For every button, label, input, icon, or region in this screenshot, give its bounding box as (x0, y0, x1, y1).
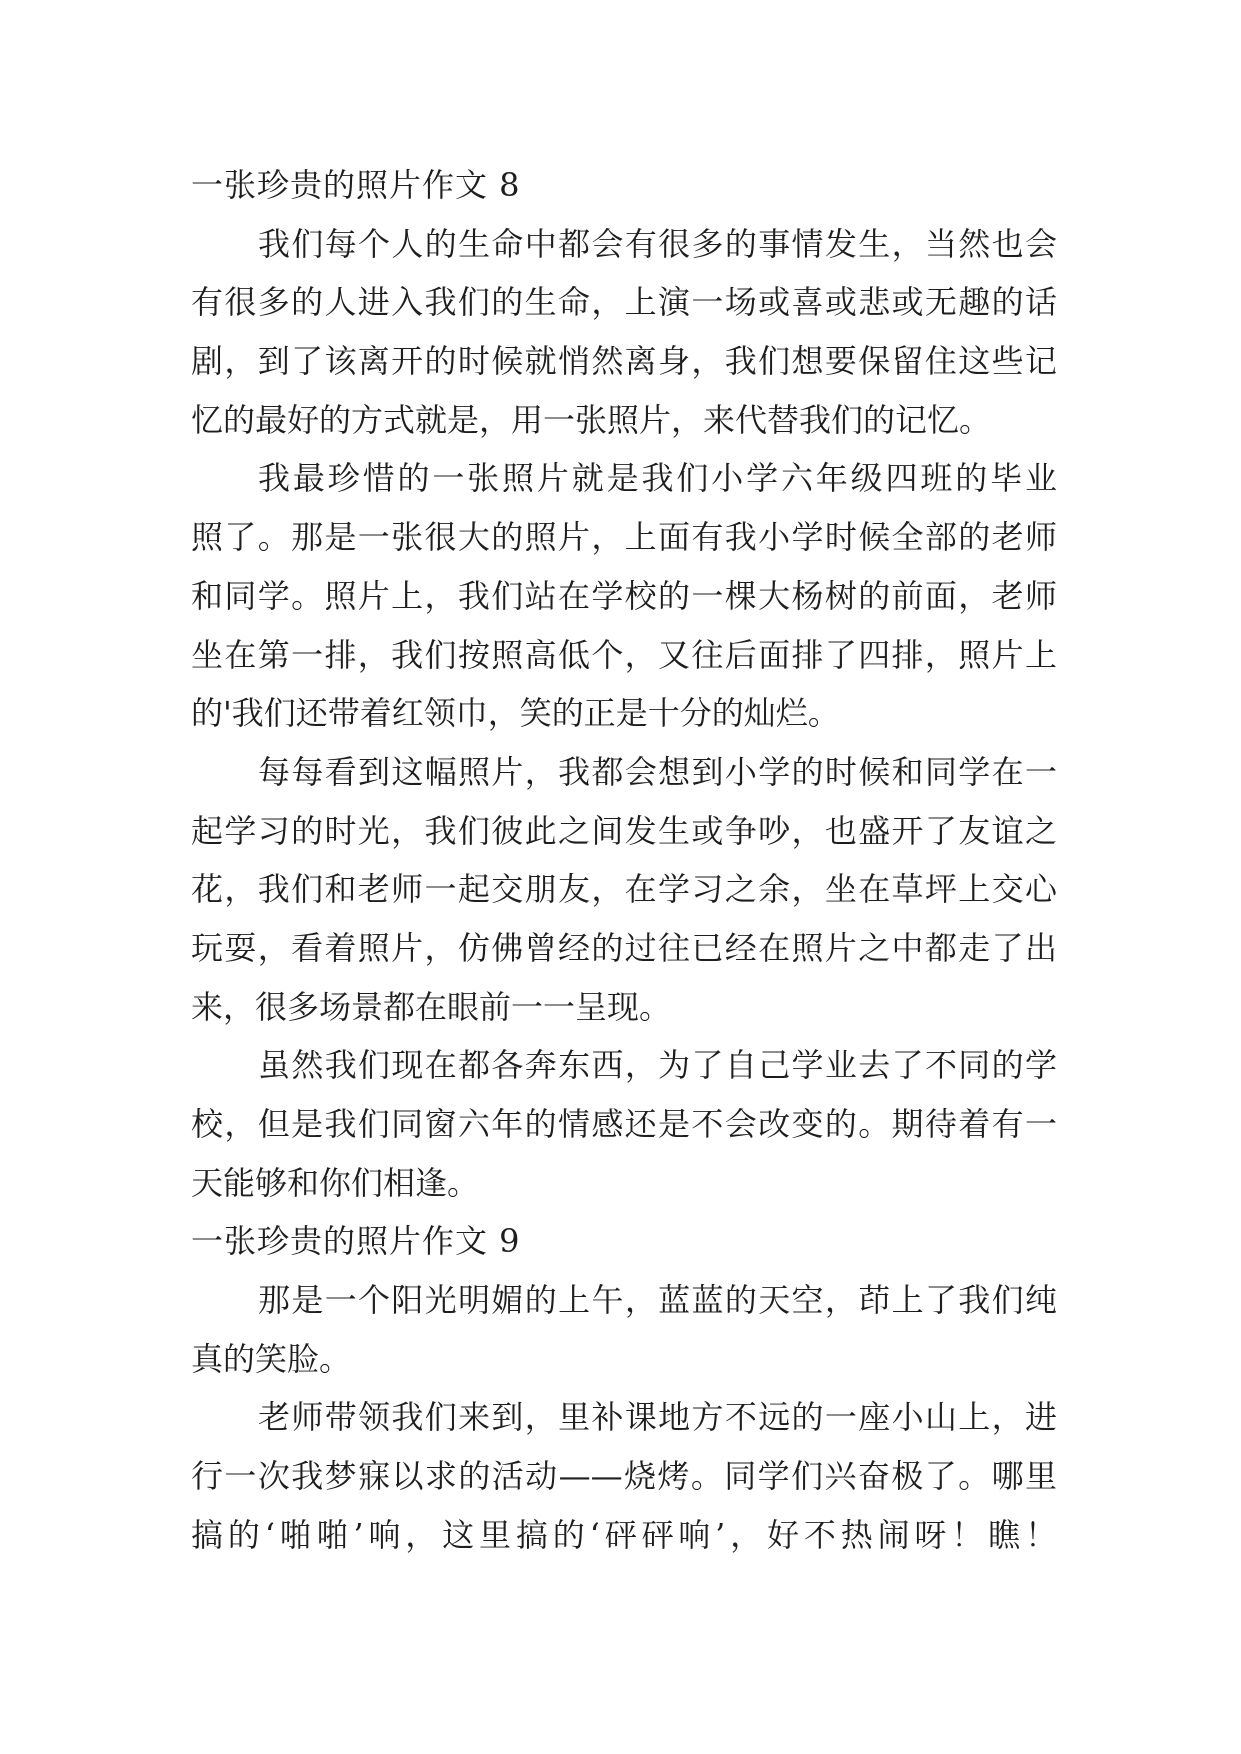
text-line: 校，但是我们同窗六年的情感还是不会改变的。期待着有一 (191, 1105, 1057, 1143)
text-line: 忆的最好的方式就是，用一张照片，来代替我们的记忆。 (191, 400, 992, 439)
text-line: 那是一个阳光明媚的上午，蓝蓝的天空，茚上了我们纯 (258, 1281, 1057, 1320)
text-line: 我最珍惜的一张照片就是我们小学六年级四班的毕业 (258, 459, 1057, 498)
text-line: 玩耍，看着照片，仿佛曾经的过往已经在照片之中都走了出 (191, 928, 1057, 967)
text-line: 剧，到了该离开的时候就悄然离身，我们想要保留住这些记 (191, 342, 1057, 381)
text-line: 有很多的人进入我们的生命，上演一场或喜或悲或无趣的话 (191, 283, 1057, 322)
text-line: 老师带领我们来到，里补课地方不远的一座小山上，进 (258, 1398, 1057, 1437)
text-line: 行一次我梦寐以求的活动——烧烤。同学们兴奋极了。哪里 (191, 1457, 1057, 1496)
text-line: 搞的‘啪啪’响，这里搞的‘砰砰响’，好不热闹呀！瞧！ (191, 1515, 1057, 1554)
text-line: 的'我们还带着红领巾，笑的正是十分的灿烂。 (191, 694, 840, 733)
essay-title: 一张珍贵的照片作文 9 (191, 1222, 521, 1261)
text-line: 真的笑脸。 (191, 1339, 352, 1378)
text-line: 照了。那是一张很大的照片，上面有我小学时候全部的老师 (191, 518, 1057, 557)
paragraph (191, 1036, 1057, 1212)
text-line: 每每看到这幅照片，我都会想到小学的时候和同学在一 (258, 752, 1057, 791)
text-line: 和同学。照片上，我们站在学校的一棵大杨树的前面，老师 (191, 576, 1057, 615)
text-line: 花，我们和老师一起交朋友，在学习之余，坐在草坪上交心 (191, 870, 1057, 909)
paragraph (191, 1271, 1057, 1388)
paragraph (191, 743, 1057, 1036)
essay-title: 一张珍贵的照片作文 8 (191, 166, 521, 204)
text-line: 虽然我们现在都各奔东西，为了自己学业去了不同的学 (258, 1046, 1057, 1085)
text-line: 来，很多场景都在眼前一一呈现。 (191, 987, 672, 1026)
text-line: 天能够和你们相逢。 (191, 1163, 480, 1202)
paragraph (191, 1388, 1057, 1564)
document-body (191, 156, 1057, 1565)
text-line: 我们每个人的生命中都会有很多的事情发生，当然也会 (258, 224, 1057, 263)
paragraph (191, 449, 1057, 742)
paragraph (191, 215, 1057, 450)
text-line: 起学习的时光，我们彼此之间发生或争吵，也盛开了友谊之 (191, 811, 1057, 850)
text-line: 坐在第一排，我们按照高低个，又往后面排了四排，照片上 (191, 635, 1057, 674)
